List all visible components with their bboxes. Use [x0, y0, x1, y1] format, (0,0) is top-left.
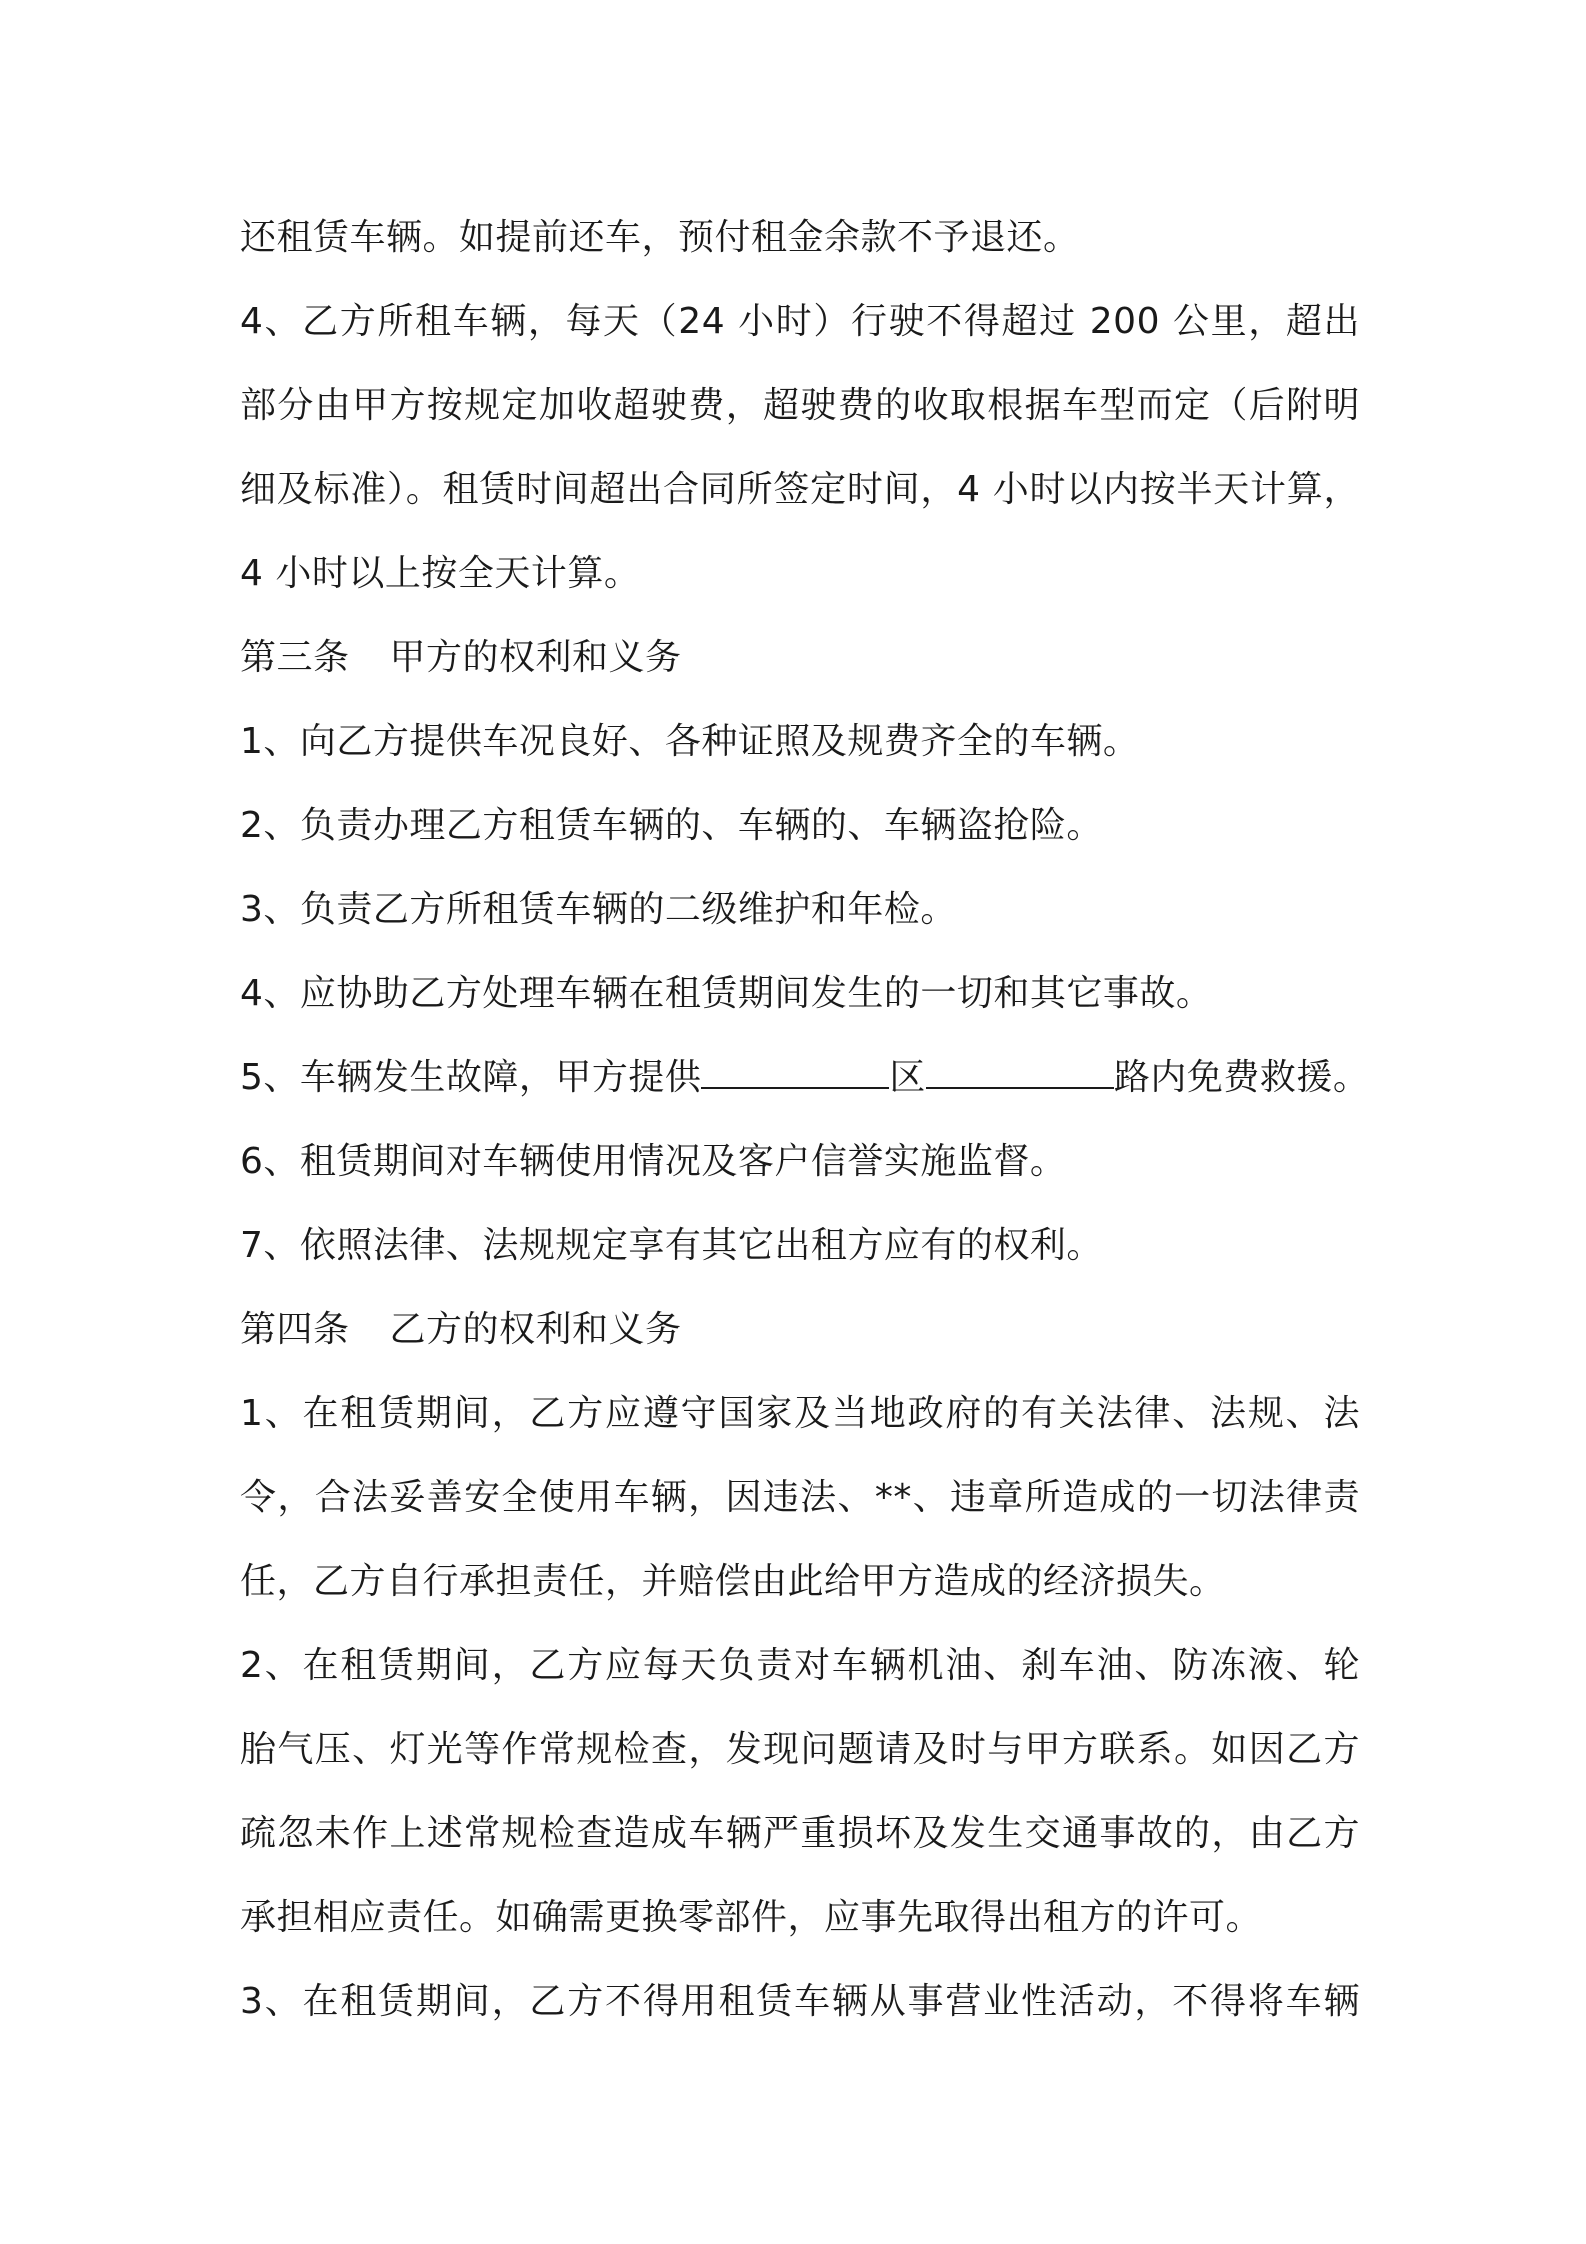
article-number: 第三条 — [240, 637, 350, 678]
text-line: 令，合法妥善安全使用车辆，因违法、**、违章所造成的一切法律责 — [240, 1477, 1360, 1518]
item-middle: 区 — [889, 1057, 926, 1098]
text-line: 2、在租赁期间，乙方应每天负责对车辆机油、刹车油、防冻液、轮 — [240, 1645, 1360, 1686]
text-line: 任，乙方自行承担责任，并赔偿由此给甲方造成的经济损失。 — [240, 1561, 1226, 1602]
list-item: 7、依照法律、法规规定享有其它出租方应有的权利。 — [240, 1225, 1103, 1266]
list-item: 1、向乙方提供车况良好、各种证照及规费齐全的车辆。 — [240, 721, 1140, 762]
text-line: 细及标准）。租赁时间超出合同所签定时间，4 小时以内按半天计算， — [240, 469, 1360, 510]
text-line: 1、在租赁期间，乙方应遵守国家及当地政府的有关法律、法规、法 — [240, 1393, 1360, 1434]
list-item: 4、应协助乙方处理车辆在租赁期间发生的一切和其它事故。 — [240, 973, 1213, 1014]
text-line: 部分由甲方按规定加收超驶费，超驶费的收取根据车型而定（后附明 — [240, 385, 1360, 426]
article-number: 第四条 — [240, 1309, 350, 1350]
article-title: 乙方的权利和义务 — [389, 1309, 682, 1350]
text-line: 还租赁车辆。如提前还车，预付租金余款不予退还。 — [240, 217, 1080, 258]
item-suffix: 路内免费救援。 — [1113, 1057, 1370, 1098]
article-3-heading — [240, 616, 1360, 700]
list-item: 2、负责办理乙方租赁车辆的、车辆的、车辆盗抢险。 — [240, 805, 1103, 846]
article-4-heading — [240, 1288, 1360, 1372]
list-item: 3、负责乙方所租赁车辆的二级维护和年检。 — [240, 889, 957, 930]
item-prefix: 5、车辆发生故障，甲方提供 — [240, 1057, 702, 1098]
text-line: 3、在租赁期间，乙方不得用租赁车辆从事营业性活动，不得将车辆 — [240, 1981, 1360, 2022]
text-line: 4、乙方所租车辆，每天（24 小时）行驶不得超过 200 公里，超出 — [240, 301, 1360, 342]
article-title: 甲方的权利和义务 — [389, 637, 682, 678]
list-item: 6、租赁期间对车辆使用情况及客户信誉实施监督。 — [240, 1141, 1067, 1182]
text-line: 疏忽未作上述常规检查造成车辆严重损坏及发生交通事故的，由乙方 — [240, 1813, 1360, 1854]
text-line: 承担相应责任。如确需更换零部件，应事先取得出租方的许可。 — [240, 1897, 1263, 1938]
document-body — [240, 196, 1370, 2044]
text-line: 4 小时以上按全天计算。 — [240, 553, 641, 594]
text-line: 胎气压、灯光等作常规检查，发现问题请及时与甲方联系。如因乙方 — [240, 1729, 1360, 1770]
fill-in-blank-district[interactable] — [701, 1057, 889, 1089]
fill-in-blank-road[interactable] — [926, 1057, 1114, 1089]
list-item-with-blanks — [240, 1036, 1370, 1120]
